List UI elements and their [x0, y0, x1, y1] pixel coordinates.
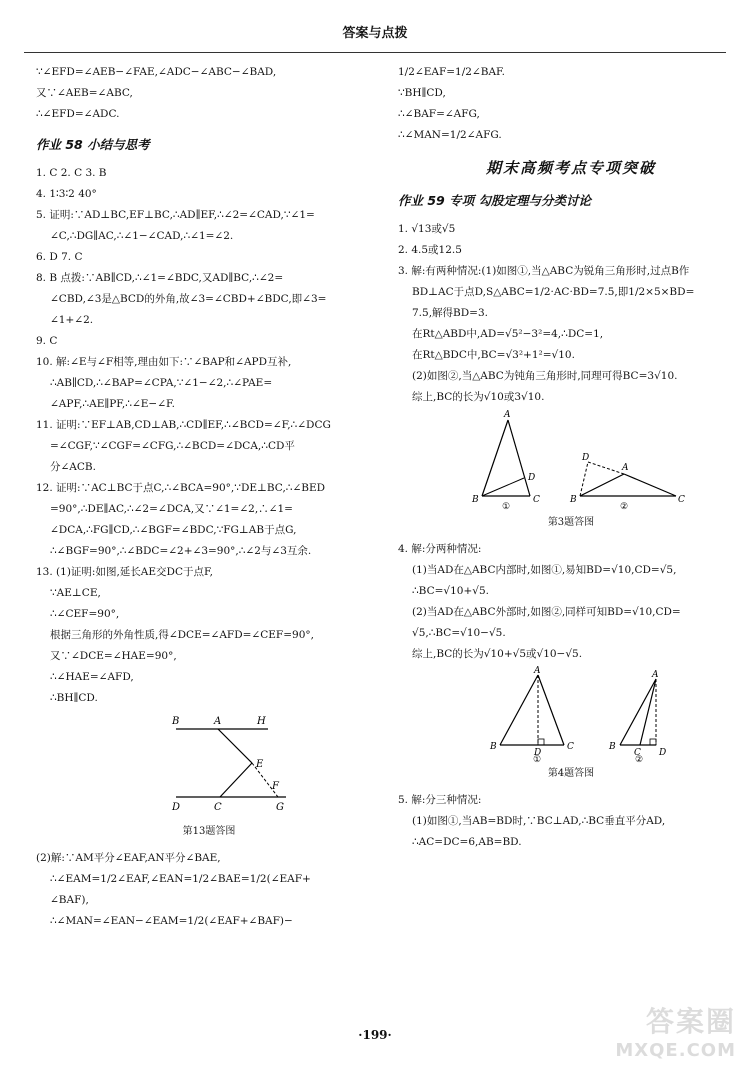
fig13-label: D	[172, 802, 181, 813]
section-title: 期末高频考点专项突破	[485, 159, 656, 177]
fig13-label: G	[276, 802, 284, 813]
page-number: ·199·	[358, 1028, 392, 1042]
page-header: 答案与点拨	[342, 26, 408, 41]
text-line: ∴∠EAM=1/2∠EAF,∠EAN=1/2∠BAE=1/2(∠EAF+	[50, 873, 311, 885]
fig4-label: C	[634, 748, 641, 758]
text-line: 在Rt△ABD中,AD=√5²−3²=4,∴DC=1,	[412, 328, 604, 340]
text-line: 9. C	[36, 335, 58, 347]
left-column	[36, 62, 382, 932]
text-line: (2)当AD在△ABC外部时,如图②,同样可知BD=√10,CD=	[412, 606, 681, 618]
text-line: ∴AC=DC=6,AB=BD.	[412, 836, 522, 848]
text-line: ∠APF,∴AE∥PF,∴∠E−∠F.	[50, 398, 175, 410]
text-line: ∴∠EFD=∠ADC.	[36, 108, 120, 120]
text-line: 8. B 点拨:∵AB∥CD,∴∠1=∠BDC,又AD∥BC,∴∠2=	[36, 272, 284, 284]
fig4-label: B	[490, 742, 497, 752]
fig13-label: A	[214, 716, 222, 727]
fig3-label: D	[528, 473, 536, 483]
figure-3	[398, 408, 744, 512]
text-line: ∠C,∴DG∥AC,∴∠1−∠CAD,∴∠1=∠2.	[50, 230, 234, 242]
fig3-label: C	[678, 495, 685, 505]
fig4-label: A	[652, 670, 659, 680]
watermark-line: 答案圈	[645, 1005, 736, 1038]
text-line: 根据三角形的外角性质,得∠DCE=∠AFD=∠CEF=90°,	[50, 629, 314, 641]
text-line: ∴∠MAN=∠EAN−∠EAM=1/2(∠EAF+∠BAF)−	[50, 915, 293, 927]
text-line: (2)解:∵AM平分∠EAF,AN平分∠BAE,	[36, 852, 221, 864]
watermark	[615, 1000, 736, 1061]
text-line: ∴∠HAE=∠AFD,	[50, 671, 134, 683]
header-rule	[24, 52, 726, 53]
figure-caption: 第3题答图	[547, 517, 595, 528]
fig3-label: B	[570, 495, 577, 505]
section-heading-59: 作业 59 专项 勾股定理与分类讨论	[398, 193, 591, 208]
fig13-label: E	[256, 759, 264, 770]
figure-13	[36, 709, 382, 821]
fig4-label: C	[567, 742, 574, 752]
fig3-number: ②	[620, 502, 629, 512]
text-line: 1. C 2. C 3. B	[36, 167, 107, 179]
text-line: 10. 解:∠E与∠F相等,理由如下:∵∠BAP和∠APD互补,	[36, 356, 292, 368]
text-line: 综上,BC的长为√10或3√10.	[412, 391, 545, 403]
fig4-label: A	[534, 666, 541, 676]
text-line: 1. √13或√5	[398, 223, 456, 235]
text-line: 分∠ACB.	[50, 461, 96, 473]
text-line: (2)如图②,当△ABC为钝角三角形时,同理可得BC=3√10.	[412, 370, 678, 382]
text-line: ∴∠BAF=∠AFG,	[398, 108, 480, 120]
section-heading-58: 作业 58 小结与思考	[36, 137, 150, 152]
fig13-label: H	[257, 716, 266, 727]
text-line: ∴BH∥CD.	[50, 692, 98, 704]
text-line: ∴∠MAN=1/2∠AFG.	[398, 129, 502, 141]
text-line: =90°,∴DE∥AC,∴∠2=∠DCA,又∵∠1=∠2,∴∠1=	[50, 503, 293, 515]
text-line: ∠CBD,∠3是△BCD的外角,故∠3=∠CBD+∠BDC,即∠3=	[50, 293, 327, 305]
fig3-label: D	[582, 453, 590, 463]
fig4-label: D	[534, 748, 542, 758]
fig3-label: B	[472, 495, 479, 505]
fig4-label: D	[659, 748, 667, 758]
fig3-label: C	[533, 495, 540, 505]
text-line: 5. 证明:∵AD⊥BC,EF⊥BC,∴AD∥EF,∴∠2=∠CAD,∵∠1=	[36, 209, 315, 221]
fig13-label: F	[272, 781, 279, 792]
text-line: ∴∠BGF=90°,∴∠BDC=∠2+∠3=90°,∴∠2与∠3互余.	[50, 545, 312, 557]
text-line: =∠CGF,∵∠CGF=∠CFG,∴∠BCD=∠DCA,∴CD平	[50, 440, 295, 452]
text-line: 综上,BC的长为√10+√5或√10−√5.	[412, 648, 583, 660]
text-line: 2. 4.5或12.5	[398, 244, 462, 256]
text-line: 1/2∠EAF=1/2∠BAF.	[398, 66, 506, 78]
text-line: 在Rt△BDC中,BC=√3²+1²=√10.	[412, 349, 575, 361]
fig4-label: B	[609, 742, 616, 752]
fig13-label: C	[214, 802, 222, 813]
fig3-label: A	[622, 463, 629, 473]
text-line: 又∵∠AEB=∠ABC,	[36, 87, 133, 99]
figure-caption: 第13题答图	[182, 826, 236, 837]
text-line: (1)当AD在△ABC内部时,如图①,易知BD=√10,CD=√5,	[412, 564, 677, 576]
watermark-line: MXQE.COM	[615, 1040, 736, 1061]
text-line: ∵∠EFD=∠AEB−∠FAE,∠ADC−∠ABC−∠BAD,	[36, 66, 277, 78]
text-line: BD⊥AC于点D,S△ABC=1/2·AC·BD=7.5,即1/2×5×BD=	[412, 286, 695, 298]
text-line: ∴∠CEF=90°,	[50, 608, 120, 620]
text-line: √5,∴BC=√10−√5.	[412, 627, 506, 639]
text-line: 12. 证明:∵AC⊥BC于点C,∴∠BCA=90°,∵DE⊥BC,∴∠BED	[36, 482, 326, 494]
text-line: ∠1+∠2.	[50, 314, 94, 326]
fig13-label: B	[172, 716, 180, 727]
text-line: ∵BH∥CD,	[398, 87, 446, 99]
text-line: ∴BC=√10+√5.	[412, 585, 489, 597]
text-line: 4. 1∶3∶2 40°	[36, 188, 97, 200]
fig3-label: A	[504, 410, 511, 420]
fig4-number: ①	[533, 755, 542, 763]
right-column	[398, 62, 744, 853]
text-line: 6. D 7. C	[36, 251, 83, 263]
text-line: ∠DCA,∴FG∥CD,∴∠BGF=∠BDC,∵FG⊥AB于点G,	[50, 524, 297, 536]
text-line: 5. 解:分三种情况:	[398, 794, 482, 806]
text-line: ∵AE⊥CE,	[50, 587, 101, 599]
text-line: 7.5,解得BD=3.	[412, 307, 488, 319]
text-line: 3. 解:有两种情况:(1)如图①,当△ABC为锐角三角形时,过点B作	[398, 265, 690, 277]
text-line: 又∵∠DCE=∠HAE=90°,	[50, 650, 177, 662]
figure-4	[398, 665, 744, 763]
text-line: ∠BAF),	[50, 894, 89, 906]
fig4-number: ②	[635, 755, 644, 763]
figure-caption: 第4题答图	[547, 768, 595, 779]
text-line: 4. 解:分两种情况:	[398, 543, 482, 555]
text-line: 13. (1)证明:如图,延长AE交DC于点F,	[36, 566, 213, 578]
text-line: 11. 证明:∵EF⊥AB,CD⊥AB,∴CD∥EF,∴∠BCD=∠F,∴∠DCG	[36, 419, 331, 431]
text-line: (1)如图①,当AB=BD时,∵BC⊥AD,∴BC垂直平分AD,	[412, 815, 666, 827]
fig3-number: ①	[502, 502, 511, 512]
text-line: ∴AB∥CD,∴∠BAP=∠CPA,∵∠1−∠2,∴∠PAE=	[50, 377, 273, 389]
